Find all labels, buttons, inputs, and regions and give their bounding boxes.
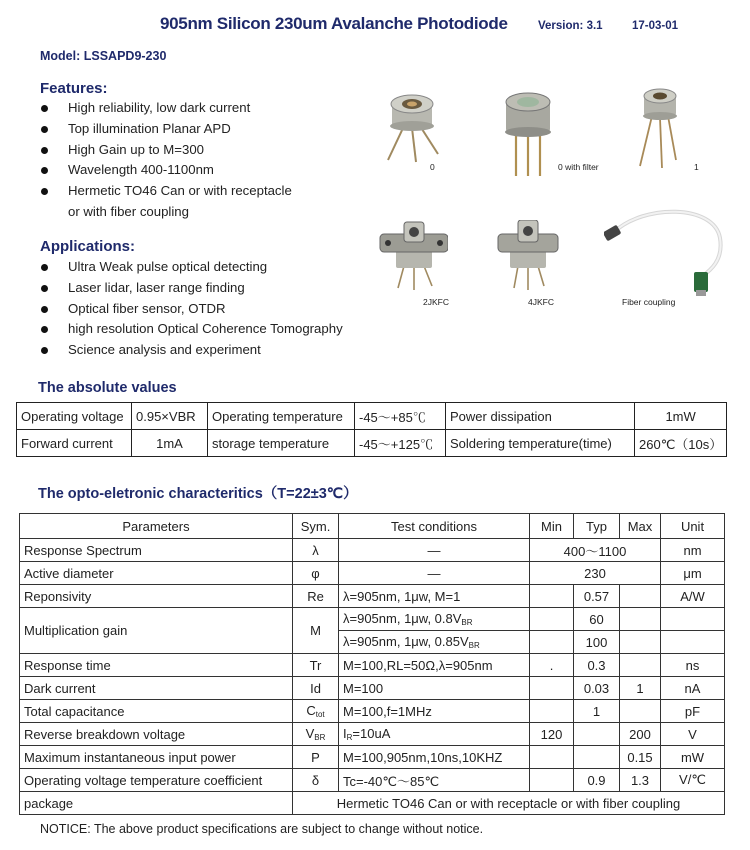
table-cell: Maximum instantaneous input power [20, 746, 293, 769]
table-cell: 0.3 [574, 654, 620, 677]
photo-caption: 0 with filter [558, 162, 599, 172]
table-cell: λ=905nm, 1μw, $0.8V_{BR}$ [339, 608, 530, 631]
table-cell: Soldering temperature(time) [446, 430, 635, 457]
version-label: Version: 3.1 [538, 20, 603, 32]
table-cell [530, 585, 574, 608]
table-cell: Multiplication gain [20, 608, 293, 654]
application-item: high resolution Optical Coherence Tomography [40, 319, 343, 340]
application-item: Optical fiber sensor, OTDR [40, 299, 343, 320]
to46-filter-package-image [492, 88, 562, 178]
table-cell [620, 654, 661, 677]
table-cell: Active diameter [20, 562, 293, 585]
applications-list [40, 257, 343, 361]
to46-small-package-image [630, 86, 690, 170]
table-cell: mW [661, 746, 725, 769]
features-list [40, 98, 292, 223]
table-row [20, 562, 725, 585]
table-row [20, 723, 725, 746]
table-cell: 100 [574, 631, 620, 654]
table-row [20, 792, 725, 815]
table-cell: $C_{tot}$ [293, 700, 339, 723]
table-cell: λ=905nm, 1μw, M=1 [339, 585, 530, 608]
table-cell: package [20, 792, 293, 815]
table-cell: — [339, 539, 530, 562]
table-cell: Reverse breakdown voltage [20, 723, 293, 746]
feature-item: Top illumination Planar APD [40, 119, 292, 140]
applications-heading: Applications: [40, 238, 136, 255]
table-cell: A/W [661, 585, 725, 608]
model-label: Model: LSSAPD9-230 [40, 49, 167, 63]
product-photos [368, 80, 728, 310]
absolute-values-table [16, 402, 727, 457]
table-cell: Id [293, 677, 339, 700]
table-cell [620, 700, 661, 723]
photo-caption: 2JKFC [423, 297, 449, 307]
bullet-icon [41, 326, 48, 333]
table-cell: 1mA [132, 430, 208, 457]
column-header: Sym. [293, 514, 339, 539]
column-header: Test conditions [339, 514, 530, 539]
table-cell: Response time [20, 654, 293, 677]
table-cell: nA [661, 677, 725, 700]
table-cell: . [530, 654, 574, 677]
table-row [17, 403, 727, 430]
table-cell: 0.95×VBR [132, 403, 208, 430]
table-header-row [20, 514, 725, 539]
bullet-icon [41, 306, 48, 313]
table-cell [620, 585, 661, 608]
table-cell [620, 608, 661, 631]
bullet-icon [41, 188, 48, 195]
table-cell: 0.03 [574, 677, 620, 700]
application-item: Science analysis and experiment [40, 340, 343, 361]
table-cell: — [339, 562, 530, 585]
table-cell: Power dissipation [446, 403, 635, 430]
table-cell: 400～1100 [530, 539, 661, 562]
table-cell: 60 [574, 608, 620, 631]
table-cell: M=100 [339, 677, 530, 700]
fiber-coupling-image [604, 198, 728, 298]
table-cell: storage temperature [208, 430, 355, 457]
table-cell: Operating temperature [208, 403, 355, 430]
table-row [20, 539, 725, 562]
date-label: 17-03-01 [632, 20, 679, 32]
table-row [20, 700, 725, 723]
table-cell: Tr [293, 654, 339, 677]
table-cell [661, 631, 725, 654]
to46-package-image [376, 84, 446, 164]
table-cell: -45～+125℃ [355, 430, 446, 457]
table-cell: M [293, 608, 339, 654]
bullet-icon [41, 105, 48, 112]
table-cell: 260℃（10s） [635, 430, 727, 457]
column-header: Typ [574, 514, 620, 539]
table-cell: Forward current [17, 430, 132, 457]
feature-item: High Gain up to M=300 [40, 140, 292, 161]
table-cell [574, 723, 620, 746]
table-cell: 200 [620, 723, 661, 746]
table-cell: Operating voltage temperature coefficient [20, 769, 293, 792]
table-cell: -45～+85℃ [355, 403, 446, 430]
bullet-icon [41, 285, 48, 292]
table-cell [530, 769, 574, 792]
table-cell: Reponsivity [20, 585, 293, 608]
table-cell: nm [661, 539, 725, 562]
features-heading: Features: [40, 80, 108, 97]
table-cell [620, 631, 661, 654]
bullet-icon [41, 167, 48, 174]
bullet-icon [41, 347, 48, 354]
table-cell: Tc=-40℃～85℃ [339, 769, 530, 792]
table-row [20, 608, 725, 631]
table-cell [530, 631, 574, 654]
table-cell: M=100,905nm,10ns,10KHZ [339, 746, 530, 769]
table-cell: Re [293, 585, 339, 608]
table-cell: λ [293, 539, 339, 562]
table-cell: λ=905nm, 1μw, $0.85V_{BR}$ [339, 631, 530, 654]
opto-characteristics-title: The opto-eletronic characteritics（T=22±3℃） [38, 486, 358, 502]
feature-item: Hermetic TO46 Can or with receptacle [40, 181, 292, 202]
table-cell: 0.57 [574, 585, 620, 608]
table-cell: Operating voltage [17, 403, 132, 430]
table-cell: δ [293, 769, 339, 792]
table-cell: ns [661, 654, 725, 677]
bullet-icon [41, 147, 48, 154]
2jkfc-receptacle-image [378, 220, 448, 290]
table-row [20, 654, 725, 677]
4jkfc-receptacle-image [492, 220, 562, 290]
bullet-icon [41, 126, 48, 133]
page-title: 905nm Silicon 230um Avalanche Photodiode [160, 14, 508, 33]
table-cell: Response Spectrum [20, 539, 293, 562]
table-row [17, 430, 727, 457]
table-cell: μm [661, 562, 725, 585]
application-item: Laser lidar, laser range finding [40, 278, 343, 299]
column-header: Min [530, 514, 574, 539]
photo-caption: 4JKFC [528, 297, 554, 307]
table-cell [530, 677, 574, 700]
bullet-icon [41, 264, 48, 271]
feature-item: High reliability, low dark current [40, 98, 292, 119]
table-row [20, 746, 725, 769]
table-cell: 1 [620, 677, 661, 700]
table-cell [530, 746, 574, 769]
table-cell [530, 608, 574, 631]
table-cell: pF [661, 700, 725, 723]
absolute-values-title: The absolute values [38, 380, 177, 396]
table-cell [661, 608, 725, 631]
table-row [20, 585, 725, 608]
title-row [0, 14, 750, 40]
table-cell: V/℃ [661, 769, 725, 792]
table-cell: M=100,f=1MHz [339, 700, 530, 723]
column-header: Max [620, 514, 661, 539]
table-cell: 230 [530, 562, 661, 585]
feature-item-continued: or with fiber coupling [68, 203, 189, 219]
column-header: Parameters [20, 514, 293, 539]
table-cell: 1 [574, 700, 620, 723]
table-cell [574, 746, 620, 769]
table-cell: 120 [530, 723, 574, 746]
table-cell: $I_R=10uA$ [339, 723, 530, 746]
table-cell: Total capacitance [20, 700, 293, 723]
application-item: Ultra Weak pulse optical detecting [40, 257, 343, 278]
table-cell: φ [293, 562, 339, 585]
photo-caption: Fiber coupling [622, 297, 676, 307]
table-cell: P [293, 746, 339, 769]
table-cell: 1.3 [620, 769, 661, 792]
opto-characteristics-table [19, 513, 725, 815]
photo-caption: 0 [430, 162, 435, 172]
table-cell: Dark current [20, 677, 293, 700]
table-cell: V [661, 723, 725, 746]
table-cell: Hermetic TO46 Can or with receptacle or with fiber coupling [293, 792, 725, 815]
table-row [20, 677, 725, 700]
table-cell: M=100,RL=50Ω,λ=905nm [339, 654, 530, 677]
column-header: Unit [661, 514, 725, 539]
notice-text: NOTICE: The above product specifications are subject to change without notice. [40, 822, 484, 836]
table-cell [530, 700, 574, 723]
table-cell: 1mW [635, 403, 727, 430]
table-cell: 0.15 [620, 746, 661, 769]
feature-item: Wavelength 400-1100nm [40, 160, 292, 181]
table-cell: 0.9 [574, 769, 620, 792]
table-cell: $V_{BR}$ [293, 723, 339, 746]
photo-caption: 1 [694, 162, 699, 172]
table-row [20, 769, 725, 792]
